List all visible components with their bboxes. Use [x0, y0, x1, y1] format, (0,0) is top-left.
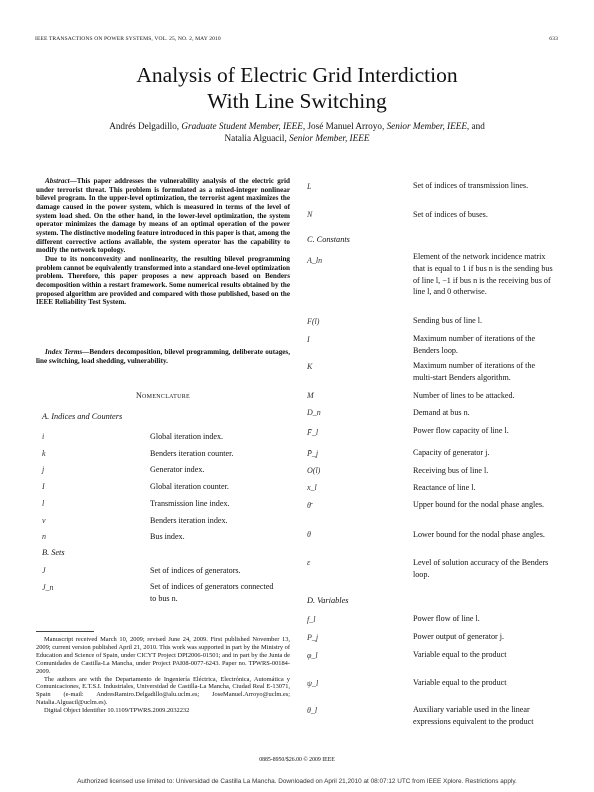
nomenclature-entry: Upper bound for the nodal phase angles. — [413, 500, 545, 509]
section-a-heading: A. Indices and Counters — [42, 412, 123, 421]
abstract — [36, 177, 290, 307]
nomenclature-entry: Benders iteration counter. — [150, 449, 234, 458]
section-c-heading: C. Constants — [307, 235, 350, 244]
abstract-label: Abstract — [45, 177, 70, 185]
symbol: n — [42, 532, 46, 541]
symbol: F(l) — [307, 317, 320, 326]
symbol: N — [307, 210, 313, 219]
nomenclature-entry: Transmission line index. — [150, 499, 230, 508]
symbol: F̄_l — [307, 428, 319, 437]
symbol: i — [42, 432, 45, 441]
symbol: P_j — [307, 633, 319, 642]
nomenclature-entry: Variable equal to the product — [413, 678, 507, 687]
author-list — [0, 120, 594, 144]
footnote-rule — [36, 631, 94, 632]
nomenclature-entry: Sending bus of line l. — [413, 316, 483, 325]
symbol: x_l — [307, 483, 317, 492]
page-number: 633 — [549, 36, 558, 42]
copyright-line: 0885-8950/$26.00 © 2009 IEEE — [259, 757, 335, 763]
nomenclature-entry: Maximum number of iterations of the Benders loop. — [413, 334, 536, 355]
nomenclature-entry: Reactance of line l. — [413, 483, 476, 492]
nomenclature-entry: Set of indices of generators. — [150, 566, 241, 575]
symbol: K — [307, 362, 313, 371]
nomenclature-entry: Level of solution accuracy of the Benders loop. — [413, 558, 549, 579]
symbol: I — [42, 482, 45, 491]
symbol: θ_l — [307, 706, 318, 715]
index-terms-text: —Benders decomposition, bilevel programming, deliberate outages, line switching, load shedding, vulnerability. — [36, 348, 290, 365]
author-role: Senior Member, IEEE, — [386, 121, 470, 131]
nomenclature-heading: Nomenclature — [135, 391, 191, 400]
nomenclature-entry: Lower bound for the nodal phase angles. — [413, 530, 545, 539]
nomenclature-entry: Set of indices of transmission lines. — [413, 181, 529, 190]
symbol: ν — [42, 516, 46, 525]
index-terms — [36, 348, 290, 365]
nomenclature-entry: Variable equal to the product — [413, 650, 507, 659]
author-conjunction: and — [471, 121, 485, 131]
symbol: l — [42, 499, 45, 508]
symbol: θ — [307, 530, 311, 539]
author-name: Andrés Delgadillo, — [109, 121, 180, 131]
nomenclature-entry: Auxiliary variable used in the linear expressions equivalent to the product — [413, 705, 534, 726]
symbol: θ̄ — [307, 501, 311, 510]
nomenclature-entry: Benders iteration index. — [150, 516, 228, 525]
symbol: D_n — [307, 408, 321, 417]
symbol: ε — [307, 558, 311, 567]
nomenclature-entry: Number of lines to be attacked. — [413, 391, 515, 400]
symbol: φ_l — [307, 651, 318, 660]
paper-title — [0, 62, 594, 114]
symbol: k — [42, 449, 46, 458]
nomenclature-entry: Generator index. — [150, 465, 205, 474]
abstract-paragraph-2: Due to its nonconvexity and nonlinearity, the resulting bilevel programming problem cannot be equivalently transformed into a standard one-level optimization problem. Therefore, this paper proposes a new approach based on Benders decomposition within a restart framework. Some numerical results obtained by the proposed algorithm are provided and compared with those published, based on the IEEE Reliability Test System. — [36, 254, 290, 307]
nomenclature-entry: Set of indices of generators connected to bus n. — [150, 582, 274, 603]
nomenclature-entry: Power flow of line l. — [413, 614, 480, 623]
title-line-2: With Line Switching — [207, 89, 387, 113]
nomenclature-entry: Element of the network incidence matrix that is equal to 1 if bus n is the sending bus of line l, −1 if bus n is the receiving bus of line l, and 0 otherwise. — [413, 252, 553, 297]
nomenclature-entry: Demand at bus n. — [413, 408, 470, 417]
symbol: P̄_j — [307, 449, 319, 458]
title-line-1: Analysis of Electric Grid Interdiction — [136, 63, 458, 87]
nomenclature-entry: Capacity of generator j. — [413, 448, 490, 457]
symbol: L — [307, 182, 312, 191]
section-b-heading: B. Sets — [42, 548, 65, 557]
symbol: M — [307, 391, 314, 400]
nomenclature-entry: Maximum number of iterations of the multi-start Benders algorithm. — [413, 361, 536, 382]
author-name: José Manuel Arroyo, — [307, 121, 385, 131]
nomenclature-entry: Receiving bus of line l. — [413, 466, 489, 475]
footnote-paragraph: The authors are with the Departamento de Ingeniería Eléctrica, Electrónica, Automática y Comunicaciones, E.T.S.I. Industriales, Universidad de Castilla-La Mancha, Ciudad Real E-13071, Spain (e-mail: AndresRamiro.Delgadillo@alu.uclm.es; JoseManuel.Arroyo@uclm.es; Natalia.Alguacil@uclm.es). — [36, 675, 290, 707]
symbol: J — [42, 566, 46, 575]
symbol: ψ_l — [307, 679, 319, 688]
author-role: Graduate Student Member, IEEE, — [181, 121, 306, 131]
nomenclature-entry: Power output of generator j. — [413, 632, 505, 641]
nomenclature-entry: Bus index. — [150, 532, 185, 541]
author-role: Senior Member, IEEE — [289, 133, 370, 143]
authorized-use-notice: Authorized licensed use limited to: Universidad de Castilla La Mancha. Downloaded on April 21,2010 at 08:07:12 UTC from IEEE Xplore. Restrictions apply. — [77, 778, 517, 785]
symbol: f_l — [307, 615, 316, 624]
nomenclature-entry: Set of indices of buses. — [413, 210, 488, 219]
nomenclature-entry: Global iteration index. — [150, 432, 224, 441]
footnote — [36, 636, 290, 715]
footnote-doi: Digital Object Identifier 10.1109/TPWRS.2009.2032232 — [44, 707, 190, 715]
nomenclature-entry: Global iteration counter. — [150, 482, 229, 491]
symbol: A_ln — [307, 256, 323, 265]
symbol: j — [42, 465, 45, 474]
symbol: J_n — [42, 583, 54, 592]
journal-header: IEEE TRANSACTIONS ON POWER SYSTEMS, VOL. 25, NO. 2, MAY 2010 — [35, 36, 221, 42]
symbol: O(l) — [307, 466, 321, 475]
section-d-heading: D. Variables — [307, 596, 349, 605]
index-terms-label: Index Terms — [45, 348, 83, 356]
footnote-paragraph: Manuscript received March 10, 2009; revised June 24, 2009. First published November 13, 2009; current version published April 21, 2010. This work was supported in part by the Ministry of Education and Science of Spain, under CICYT Project DPI2006-01501; and in part by the Junta de Comunidades de Castilla-La Mancha, under Project PAI08-0077-6243. Paper no. TPWRS-00184-2009. — [36, 636, 290, 675]
nomenclature-entry: Power flow capacity of line l. — [413, 426, 509, 435]
symbol: I — [307, 335, 310, 344]
author-name: Natalia Alguacil, — [224, 133, 287, 143]
abstract-paragraph-1: —This paper addresses the vulnerability analysis of the electric grid under terrorist threat. This problem is formulated as a mixed-integer nonlinear bilevel program. In the upper-level optimization, the terrorist agent maximizes the damage caused in the power system, which is measured in terms of the level of system load shed. On the other hand, in the lower-level optimization, the system operator minimizes the damage by means of an optimal operation of the power system. The distinctive modeling feature introduced in this paper is that, among the different corrective actions available, the system operator has the capability to modify the network topology. — [36, 177, 290, 255]
